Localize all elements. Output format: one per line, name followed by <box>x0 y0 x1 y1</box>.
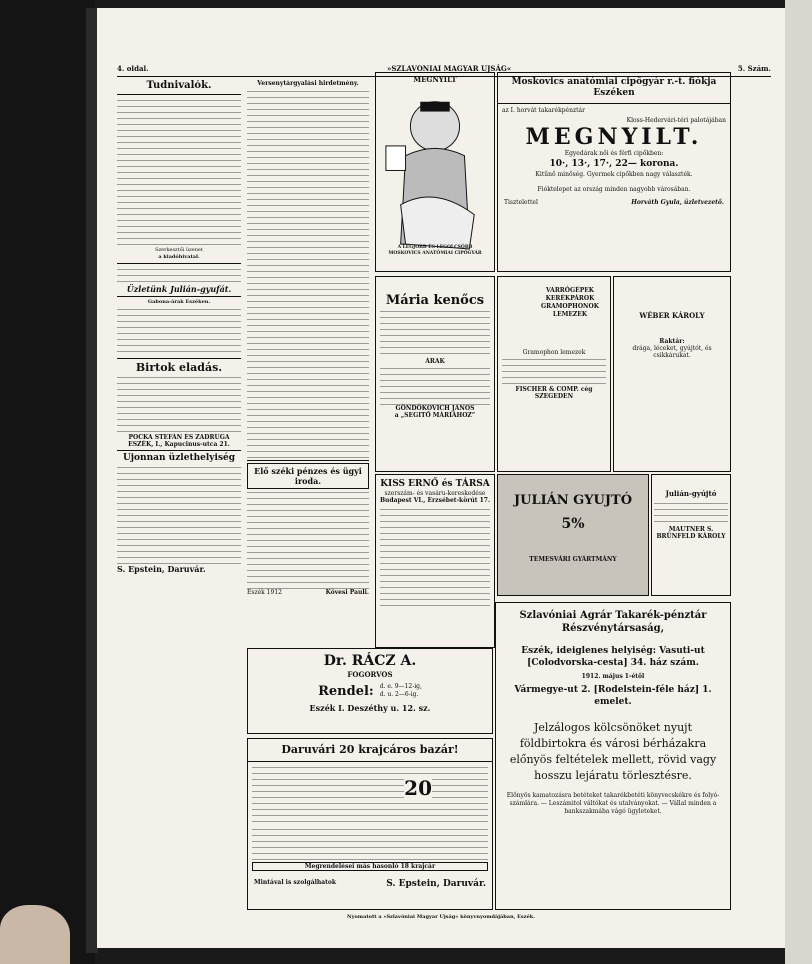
cartoon-ad <box>375 72 495 272</box>
moskovics-opened: MEGNYILT. <box>525 124 703 150</box>
bazar-footer: Mintával is szolgálhatok S. Epstein, Daruvár. <box>254 879 486 889</box>
bank-ad <box>495 602 731 910</box>
sale-address: ESZÉK, I., Kapucinus-utca 21. <box>128 441 230 448</box>
shop-title: Ujonnan üzlethelyiség <box>122 453 236 463</box>
bank-line3: Vármegye-ut 2. [Rodelstein-féle ház] 1. emelet. <box>514 685 712 707</box>
julian-small-ad <box>651 474 731 596</box>
julian2-city: BRÜNFELD KÁROLY <box>656 533 726 540</box>
moskovics-line5: Fióktelepet az ország minden nagyobb városában. <box>537 186 691 193</box>
moskovics-prices: 10·, 13·, 17·, 22— korona. <box>549 159 679 169</box>
bank-footer: Előnyös kamatozásra betéteket takarékbetéti könyvecskékre és folyó-számlára. — Leszámitol váltókat és utalványokat. — Vállal minden a bankszakmába vágó ügyleteket. <box>506 792 720 815</box>
bank-line1: Eszék, ideiglenes helyiség: Vasuti-ut [Colodvorska-cesta] 34. ház szám. <box>521 646 705 668</box>
col2-signature: Eszék 1912 Kövesi Pauli. <box>247 589 369 596</box>
column-2 <box>247 80 369 620</box>
bazar-highlight: Megrendelései más hasonló 18 krajcár <box>252 862 488 871</box>
racz-subtitle: FOGORVOS <box>347 670 393 679</box>
moskovics-line3: Egyedárak női és férfi cipőkben: <box>564 150 664 157</box>
bank-title: Szlavóniai Agrár Takarék-pénztár Részvénytársaság, <box>519 610 707 634</box>
bazar-ad <box>247 738 493 910</box>
scan-background <box>0 0 95 964</box>
newspaper-page <box>97 8 785 948</box>
cartoon-illustration <box>381 87 489 264</box>
column-1 <box>117 80 241 912</box>
next-page-edge <box>785 0 812 964</box>
dentist-ad <box>247 648 493 734</box>
bank-body: Jelzálogos kölcsönöket nyujt földbirtokra és városi bérházakra előnyös feltételek mellett, rövid vagy hosszu lejáratu törlesztésre. <box>509 721 717 782</box>
julian-matches-ad <box>497 474 649 596</box>
page-number: 4. oldal. <box>117 64 149 73</box>
col1-sign: S. Epstein, Daruvár. <box>117 564 206 574</box>
bank-line2: 1912. május 1-étől <box>581 673 645 680</box>
racz-title: Dr. RÁCZ A. <box>323 653 417 669</box>
bazar-big-number: 20 <box>404 776 432 800</box>
cartoon-label-top: MEGNYILT <box>413 75 457 84</box>
maria-ointment-ad <box>375 276 495 472</box>
julian2-title: Julián-gyújtó <box>665 489 717 498</box>
weber-line1: Raktár: <box>659 338 685 345</box>
maria-place: a „SEGITŐ MÁRIÁHOZ” <box>394 412 476 419</box>
kiss-ad <box>375 474 495 648</box>
weber-ad <box>613 276 731 472</box>
kiss-sub: szerszám- és vasáru-kereskedése <box>384 490 486 497</box>
col1-title: Tudnivalók. <box>146 80 212 91</box>
julian-title: JULIÁN GYUJTÓ <box>513 493 633 508</box>
maria-title: Mária kenőcs <box>385 293 485 308</box>
gramophone-company: FISCHER & COMP. cég <box>515 386 593 393</box>
moskovics-line1: az I. horvát takarékpénztár <box>502 107 585 114</box>
moskovics-line2: Kloss-Hedervári-téri palotájában <box>626 117 726 124</box>
maria-maker: GÖNDÖKOVICH JÁNOS <box>395 405 475 412</box>
gramophone-city: SZEGEDEN <box>534 393 574 400</box>
kiss-title: KISS ERNŐ és TÁRSA <box>380 479 490 489</box>
moskovics-line4: Kitűnő minőség. Gyermek cipőkben nagy választék. <box>535 171 693 178</box>
julian2-company: MAUTNER S. <box>668 526 714 533</box>
julian-sub: TEMESVÁRI GYÁRTMÁNY <box>529 556 617 563</box>
hand-image <box>0 905 70 964</box>
racz-hours: Rendel: d. e. 9—12-ig, d. u. 2—6-ig. <box>318 683 422 699</box>
sale-title: Birtok eladás. <box>135 361 223 374</box>
newspaper-title: »SZLAVONIAI MAGYAR UJSÁG« <box>387 64 512 73</box>
col1-notice-title: Szerkesztői üzenet <box>155 247 203 253</box>
cartoon-label-bottom: A LEGJOBB ÉS LEGOLCSÓBB MOSKOVICS ANATÓMIAI CIPŐGYÁR <box>388 245 482 256</box>
gramophone-line: Gramophon lemezek <box>522 349 586 356</box>
office-title: Elő széki pénzes és ügyi iroda. <box>247 463 369 489</box>
gramophone-ad <box>497 276 611 472</box>
bazar-title: Daruvári 20 krajcáros bazár! <box>248 739 492 762</box>
julian-percent: 5% <box>561 516 585 532</box>
page-footer: Nyomatott a »Szlavóniai Magyar Ujság« könyvnyomdájában, Eszék. <box>347 914 535 920</box>
col1-title2: Üzletünk Julián-gyufát. <box>126 284 232 294</box>
moskovics-title: Moskovics anatómiai cipőgyár r.-t. fiókja Eszéken <box>498 73 730 104</box>
gramophone-title: VARRÓGÉPEK KERÉKPÁROK GRAMOPHONOK LEMEZEK <box>541 287 599 318</box>
moskovics-ad <box>497 72 731 272</box>
moskovics-signature: Tisztelettel Horváth Gyula, üzletvezető. <box>504 199 724 206</box>
weber-name: WÉBER KÁROLY <box>639 311 705 320</box>
market-title: Gabona-árak Eszéken. <box>147 299 211 305</box>
kiss-address: Budapest VI., Erzsébet-körút 17. <box>379 497 491 504</box>
maria-prices-label: ÁRAK <box>425 358 445 365</box>
col1-notice-label: a kiadóhivatal. <box>158 254 200 260</box>
tender-title: Versenytárgyalási hirdetmény. <box>257 80 359 87</box>
weber-line2: drága, léceket, gyújtót, és csikkárukat. <box>632 345 712 359</box>
issue-number: 5. Szám. <box>737 64 771 73</box>
sale-company: POCKA STEFÁN ÉS ZADRUGA <box>128 434 230 441</box>
racz-address: Eszék I. Deszéthy u. 12. sz. <box>309 703 431 713</box>
